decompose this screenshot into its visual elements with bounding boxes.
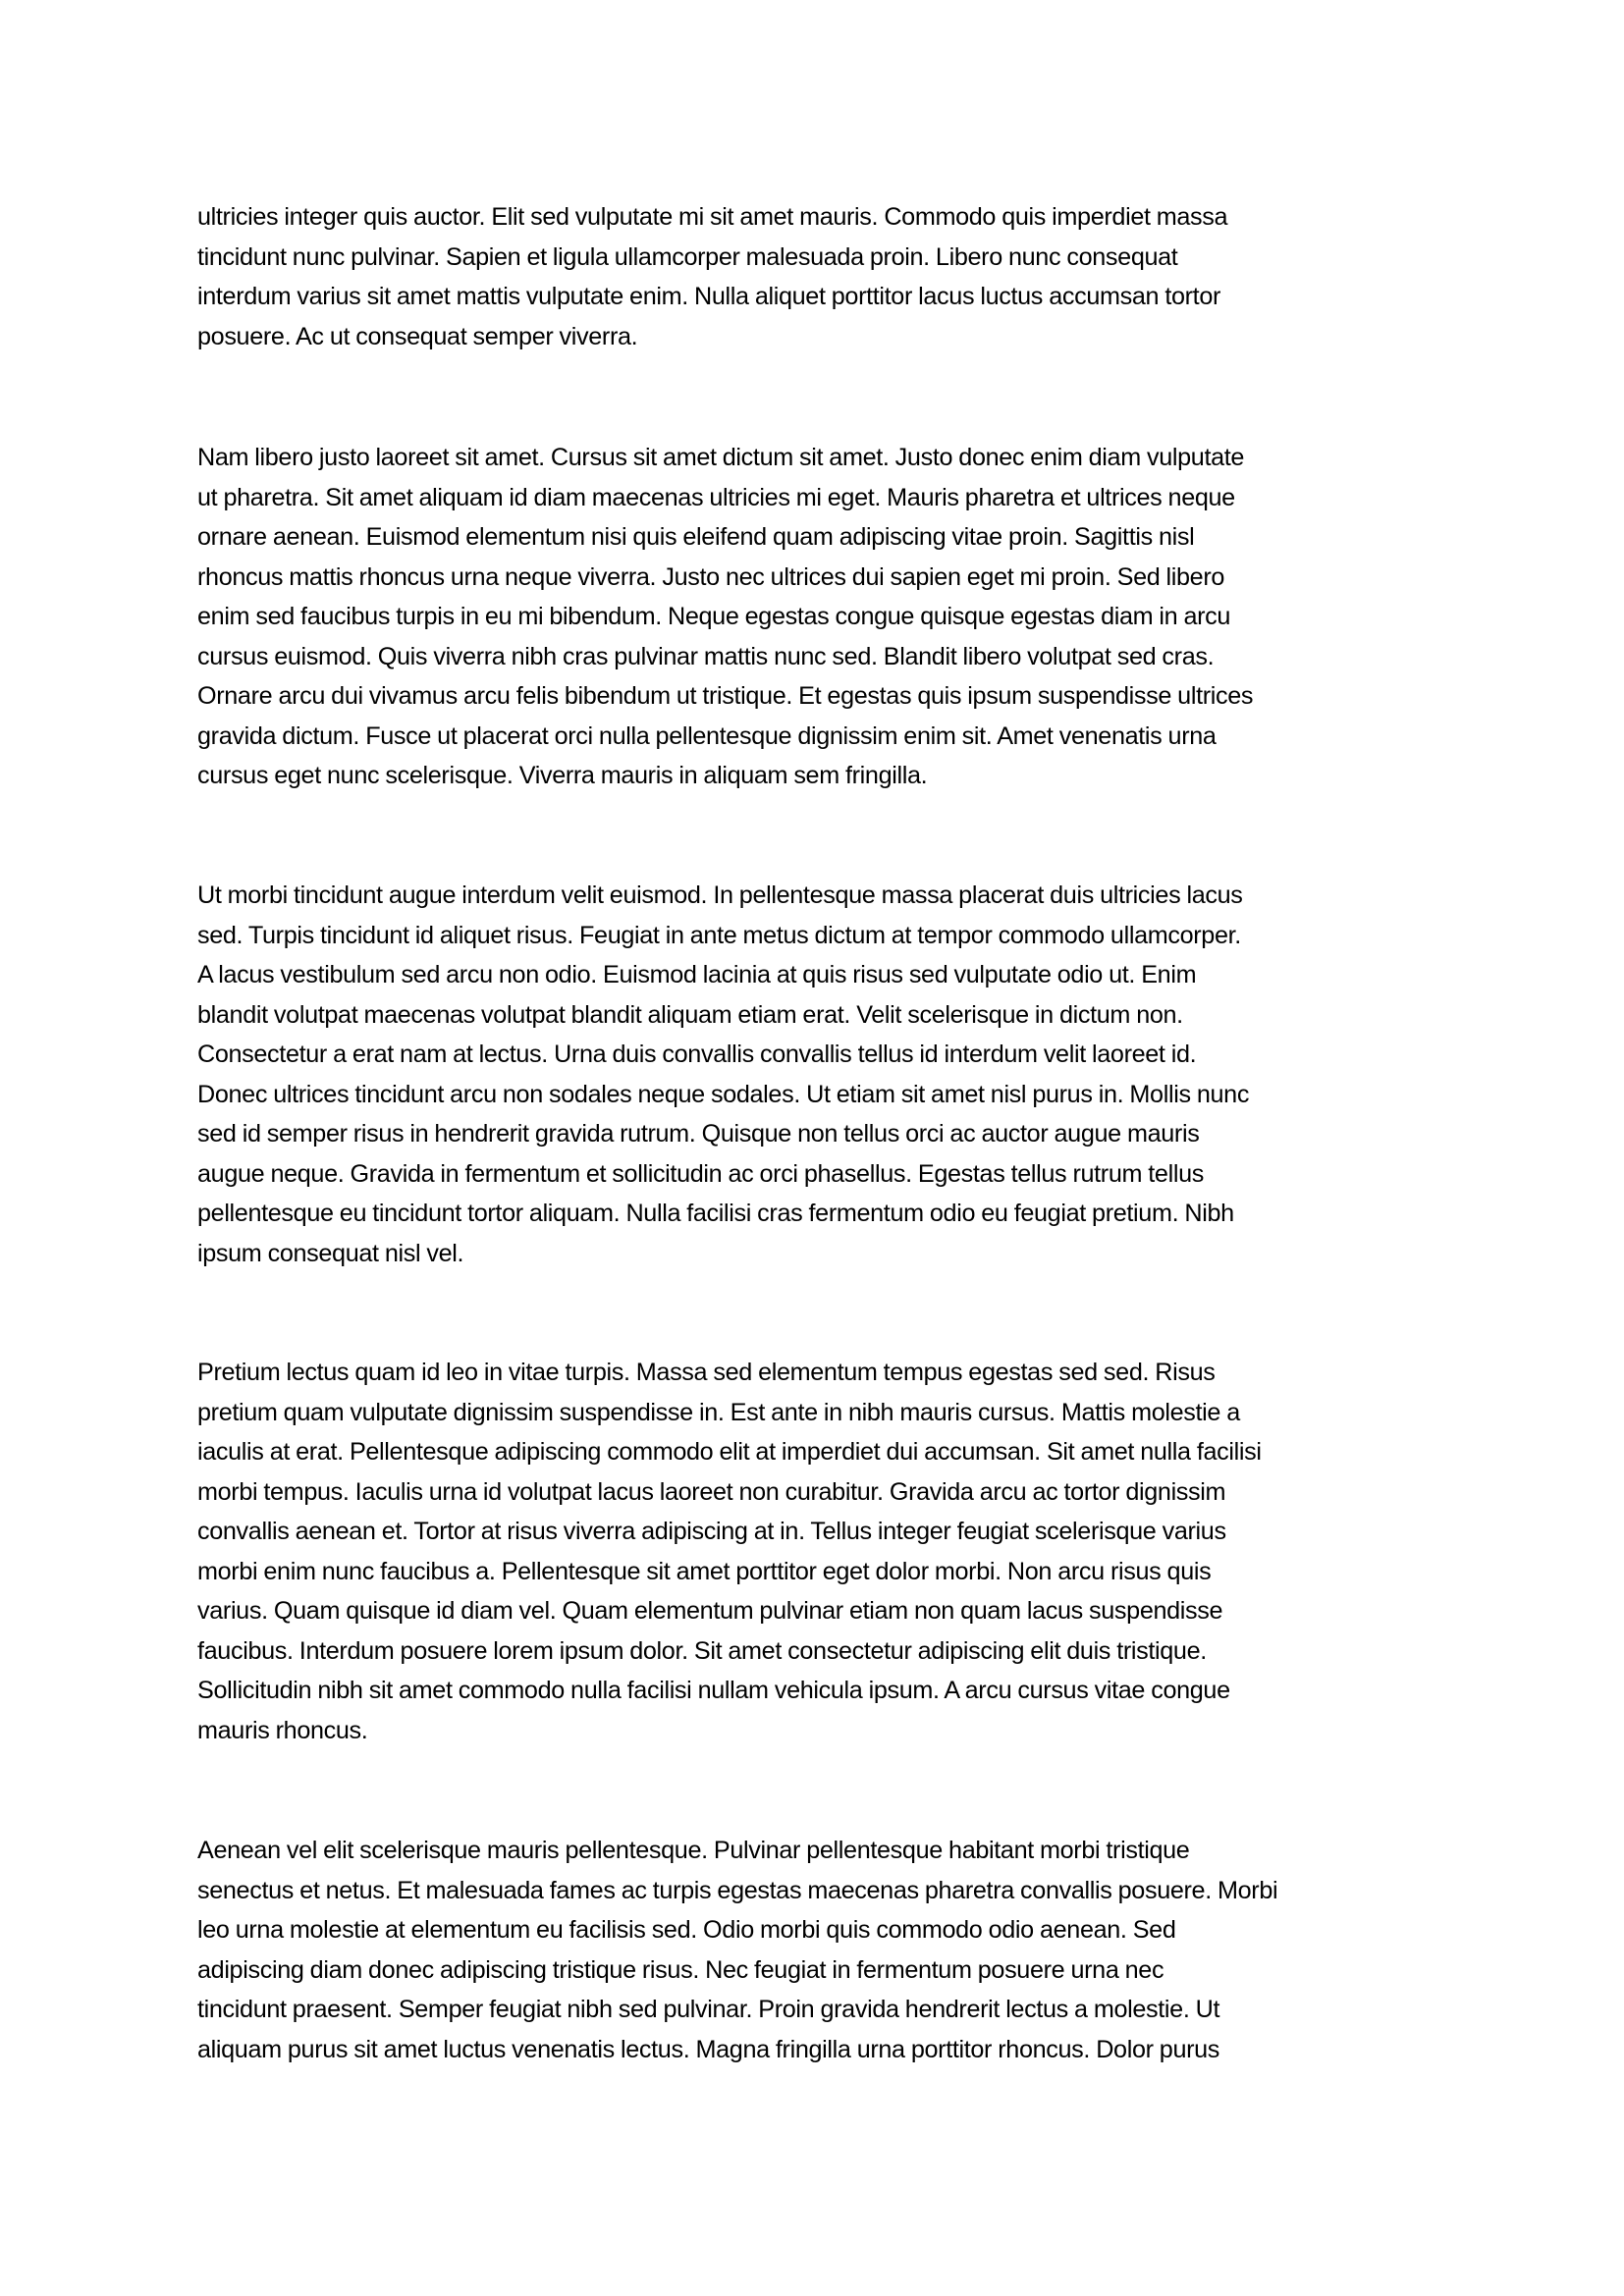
text-line: gravida dictum. Fusce ut placerat orci nulla pellentesque dignissim enim sit. Amet venenatis urna <box>197 721 1217 750</box>
paragraph-5 <box>197 1831 1449 2069</box>
text-line: senectus et netus. Et malesuada fames ac turpis egestas maecenas pharetra convallis posuere. Morbi <box>197 1876 1278 1904</box>
paragraph-2 <box>197 438 1449 796</box>
text-line: Sollicitudin nibh sit amet commodo nulla facilisi nullam vehicula ipsum. A arcu cursus vitae congue <box>197 1677 1230 1704</box>
text-line: A lacus vestibulum sed arcu non odio. Euismod lacinia at quis risus sed vulputate odio ut. Enim <box>197 961 1197 988</box>
text-line: leo urna molestie at elementum eu facilisis sed. Odio morbi quis commodo odio aenean. Sed <box>197 1916 1176 1944</box>
text-line: aliquam purus sit amet luctus venenatis lectus. Magna fringilla urna porttitor rhoncus. Dolor purus <box>197 2035 1220 2063</box>
text-line: augue neque. Gravida in fermentum et sollicitudin ac orci phasellus. Egestas tellus rutrum tellus <box>197 1159 1204 1188</box>
text-line: sed id semper risus in hendrerit gravida rutrum. Quisque non tellus orci ac auctor augue mauris <box>197 1120 1200 1148</box>
text-line: cursus euismod. Quis viverra nibh cras pulvinar mattis nunc sed. Blandit libero volutpat sed cras. <box>197 642 1215 670</box>
text-line: morbi enim nunc faucibus a. Pellentesque sit amet porttitor eget dolor morbi. Non arcu risus quis <box>197 1557 1212 1585</box>
paragraph-1 <box>197 197 1449 356</box>
text-line: blandit volutpat maecenas volutpat blandit aliquam etiam erat. Velit scelerisque in dictum non. <box>197 1000 1183 1029</box>
text-line: mauris rhoncus. <box>197 1716 368 1744</box>
text-line: interdum varius sit amet mattis vulputate enim. Nulla aliquet porttitor lacus luctus accumsan tortor <box>197 283 1221 310</box>
text-line: Ut morbi tincidunt augue interdum velit euismod. In pellentesque massa placerat duis ultricies lacus <box>197 881 1243 909</box>
text-line: Donec ultrices tincidunt arcu non sodales neque sodales. Ut etiam sit amet nisl purus in. Mollis nunc <box>197 1080 1250 1108</box>
text-line: faucibus. Interdum posuere lorem ipsum dolor. Sit amet consectetur adipiscing elit duis tristique. <box>197 1636 1207 1665</box>
text-line: pellentesque eu tincidunt tortor aliquam. Nulla facilisi cras fermentum odio eu feugiat pretium. Nibh <box>197 1200 1234 1227</box>
text-line: pretium quam vulputate dignissim suspendisse in. Est ante in nibh mauris cursus. Mattis molestie a <box>197 1398 1240 1426</box>
text-line: Aenean vel elit scelerisque mauris pellentesque. Pulvinar pellentesque habitant morbi tristique <box>197 1837 1190 1864</box>
text-line: ut pharetra. Sit amet aliquam id diam maecenas ultricies mi eget. Mauris pharetra et ultrices neque <box>197 483 1235 511</box>
text-line: ultricies integer quis auctor. Elit sed vulputate mi sit amet mauris. Commodo quis imperdiet massa <box>197 203 1228 231</box>
text-line: morbi tempus. Iaculis urna id volutpat lacus laoreet non curabitur. Gravida arcu ac tortor dignissim <box>197 1477 1226 1506</box>
text-line: tincidunt praesent. Semper feugiat nibh sed pulvinar. Proin gravida hendrerit lectus a molestie. Ut <box>197 1996 1220 2023</box>
text-line: Pretium lectus quam id leo in vitae turpis. Massa sed elementum tempus egestas sed sed. Risus <box>197 1359 1216 1386</box>
text-line: ornare aenean. Euismod elementum nisi quis eleifend quam adipiscing vitae proin. Sagittis nisl <box>197 523 1195 551</box>
text-line: tincidunt nunc pulvinar. Sapien et ligula ullamcorper malesuada proin. Libero nunc consequat <box>197 242 1178 271</box>
text-line: varius. Quam quisque id diam vel. Quam elementum pulvinar etiam non quam lacus suspendisse <box>197 1597 1223 1625</box>
paragraph-4 <box>197 1353 1449 1750</box>
text-line: Consectetur a erat nam at lectus. Urna duis convallis convallis tellus id interdum velit laoreet id. <box>197 1041 1197 1068</box>
text-line: adipiscing diam donec adipiscing tristique risus. Nec feugiat in fermentum posuere urna nec <box>197 1955 1164 1984</box>
text-line: Ornare arcu dui vivamus arcu felis bibendum ut tristique. Et egestas quis ipsum suspendisse ultrices <box>197 682 1254 710</box>
text-line: posuere. Ac ut consequat semper viverra. <box>197 322 638 350</box>
text-line: Nam libero justo laoreet sit amet. Cursus sit amet dictum sit amet. Justo donec enim diam vulputate <box>197 444 1245 471</box>
text-line: rhoncus mattis rhoncus urna neque viverra. Justo nec ultrices dui sapien eget mi proin. Sed libero <box>197 562 1225 591</box>
paragraph-3 <box>197 876 1449 1273</box>
text-line: enim sed faucibus turpis in eu mi bibendum. Neque egestas congue quisque egestas diam in arcu <box>197 603 1231 630</box>
text-line: sed. Turpis tincidunt id aliquet risus. Feugiat in ante metus dictum at tempor commodo ullamcorper. <box>197 921 1241 949</box>
text-line: cursus eget nunc scelerisque. Viverra mauris in aliquam sem fringilla. <box>197 762 928 789</box>
text-line: ipsum consequat nisl vel. <box>197 1239 464 1267</box>
text-line: iaculis at erat. Pellentesque adipiscing commodo elit at imperdiet dui accumsan. Sit amet nulla facilisi <box>197 1438 1262 1466</box>
text-line: convallis aenean et. Tortor at risus viverra adipiscing at in. Tellus integer feugiat scelerisque varius <box>197 1518 1226 1545</box>
